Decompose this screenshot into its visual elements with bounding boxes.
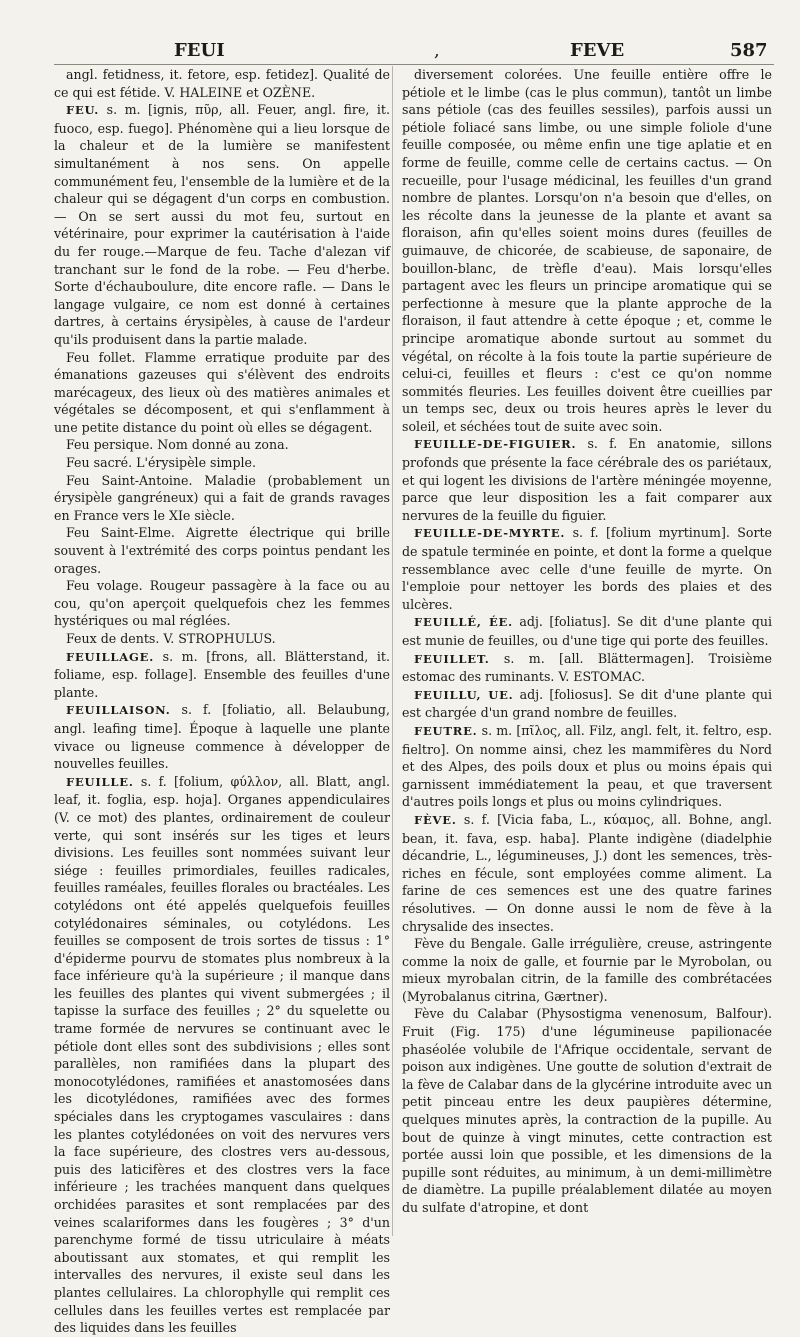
page-number: 587 [730, 40, 768, 61]
entry-text: Feu Saint-Elme. Aigrette électrique qui brille souvent à l'extrémité des corps pointus pendant les orages. [54, 525, 390, 576]
dictionary-entry [54, 101, 390, 348]
entry-headword: FEUILLET. [414, 651, 490, 666]
dictionary-entry [54, 577, 390, 630]
dictionary-entry [54, 701, 390, 772]
header-comma: , [434, 40, 440, 61]
dictionary-entry [402, 811, 772, 935]
entry-text: Feu follet. Flamme erratique produite par des émanations gazeuses qui s'élèvent des endroits marécageux, des lieux où des matières animales et végétales se décomposent, et qui s'enflamment à une petite distance du point où elles se dégagent. [54, 349, 390, 435]
entry-text: adj. [foliatus]. Se dit d'une plante qui est munie de feuilles, ou d'une tige qui porte des feuilles. [402, 614, 773, 648]
right-column [402, 66, 772, 1217]
entry-text: s. f. [folium myrtinum]. Sorte de spatule terminée en pointe, et dont la forme a quelque ressemblance avec celle d'une feuille de myrte. On l'emploie pour nettoyer les bords des plaies et des ulcères. [402, 525, 772, 612]
dictionary-entry [54, 66, 390, 101]
entry-text: Fève du Calabar (Physostigma venenosum, Balfour). Fruit (Fig. 175) d'une légumineuse papilionacée phaséolée volubile de l'Afrique occidentale, servant de poison aux indigènes. Une goutte de solution d'extrait de la fève de Calabar dans de la glycérine introduite avec un petit pinceau entre les deux paupières détermine, quelques minutes après, la contraction de la pupille. Au bout de quinze à vingt minutes, cette contraction est portée aussi loin que possible, et les dimensions de la pupille sont réduites, au minimum, à un demi-millimètre de diamètre. La pupille préalablement dilatée au moyen du sulfate d'atropine, et dont [402, 1006, 772, 1215]
entry-text: Feu volage. Rougeur passagère à la face ou au cou, qu'on aperçoit quelquefois chez les femmes hystériques ou mal réglées. [54, 578, 390, 629]
dictionary-entry [54, 472, 390, 525]
dictionary-entry [54, 524, 390, 577]
entry-headword: FEUILLAGE. [66, 649, 155, 664]
entry-text: Feu sacré. L'érysipèle simple. [66, 455, 257, 471]
entry-text: Feu persique. Nom donné au zona. [66, 437, 289, 453]
column-divider [392, 66, 393, 1236]
entry-text: Feu Saint-Antoine. Maladie (probablement un érysipèle gangréneux) qui a fait de grands ravages en France vers le XIe siècle. [54, 472, 390, 523]
entry-text: s. f. [Vicia faba, L., κύαμος, all. Bohne, angl. bean, it. fava, esp. haba]. Plante indigène (diadelphie décandrie, L., légumineuses, J.) dont les semences, très-riches en fécule, sont employées comme aliment. La farine de ces semences est une des quatre farines résolutives. — On donne aussi le nom de fève à la chrysalide des insectes. [402, 811, 772, 934]
entry-text: Fève du Bengale. Galle irrégulière, creuse, astringente comme la noix de galle, et fournie par le Myrobolan, ou mieux myrobalan citrin, de la famille des combrétacées (Myrobalanus citrina, Gærtner). [402, 936, 772, 1004]
entry-text: s. m. [πῖλος, all. Filz, angl. felt, it. feltro, esp. fieltro]. On nomme ainsi, chez les mammifères du Nord et des Alpes, des poils doux et plus ou moins épais qui garnissent immédiatement la peau, et que traversent d'autres poils longs et plus ou moins cylindriques. [402, 722, 772, 810]
entry-text: s. f. [folium, φύλλον, all. Blatt, angl. leaf, it. foglia, esp. hoja]. Organes appendiculaires (V. ce mot) des plantes, ordinairement de couleur verte, qui sont insérés sur les tiges et leurs divisions. Les feuilles sont nommées suivant leur siége : feuilles primordiales, feuilles radicales, feuilles raméales, feuilles florales ou bractéales. Les cotylédons ont été appelés quelquefois feuilles cotylédonaires séminales, ou cotylédons. Les feuilles se composent de trois sortes de tissus : 1° d'épiderme pourvu de stomates plus nombreux à la face inférieure qu'à la supérieure ; il manque dans les feuilles des plantes qui vivent submergées ; il tapisse la surface des feuilles ; 2° du squelette ou trame formée de nervures se continuant avec le pétiole dont elles sont des subdivisions ; elles sont parallèles, non ramifiées dans la plupart des monocotylédones, ramifiées et anastomosées dans les dicotylédones, ramifiées avec des formes spéciales dans les cryptogames vasculaires : dans les plantes cotylédonées on voit des nervures vers la face supérieure, des clostres vers au-dessous, puis des laticifères et des clostres vers la face inférieure ; les trachées manquent dans quelques orchidées parasites et sont remplacées par des veines scalariformes dans les fougères ; 3° d'un parenchyme formé de tissu utriculaire à méats aboutissant aux stomates, et qui remplit les intervalles des nervures, il existe seul dans les plantes cellulaires. La chlorophylle qui remplit ces cellules dans les feuilles vertes est remplacée par des liquides dans les feuilles [54, 773, 390, 1336]
dictionary-entry [402, 66, 772, 435]
right-running-head: FEVE [570, 40, 625, 61]
header-rule [54, 64, 774, 65]
entry-text: angl. fetidness, it. fetore, esp. fetidez]. Qualité de ce qui est fétide. V. HALEINE et OZÈNE. [54, 67, 390, 100]
dictionary-entry [54, 773, 390, 1337]
entry-headword: FEUILLE-DE-FIGUIER. [414, 437, 577, 452]
dictionary-entry [54, 648, 390, 702]
entry-headword: FEUTRE. [414, 723, 478, 738]
left-column [54, 66, 390, 1337]
entry-text: s. f. [foliatio, all. Belaubung, angl. leafing time]. Époque à laquelle une plante vivace ou ligneuse commence à développer de nouvelles feuilles. [54, 702, 390, 772]
dictionary-entry [402, 650, 772, 686]
dictionary-entry [402, 1005, 772, 1216]
entry-headword: FEUILLE-DE-MYRTE. [414, 526, 566, 541]
dictionary-entry [402, 722, 772, 811]
entry-headword: FEUILLÉ, ÉE. [414, 615, 513, 630]
entry-text: Feux de dents. V. STROPHULUS. [66, 631, 276, 646]
entry-text: diversement colorées. Une feuille entière offre le pétiole et le limbe (cas le plus commun), tantôt un limbe sans pétiole (cas des feuilles sessiles), parfois aussi un pétiole foliacé sans limbe, ou une simple foliole d'une feuille composée, ou même enfin une tige aplatie et en forme de feuille, comme celle de certains cactus. — On recueille, pour l'usage médicinal, les feuilles d'un grand nombre de plantes. Lorsqu'on n'a besoin que d'elles, on les récolte dans la jeunesse de la plante et avant sa floraison, afin qu'elles soient moins dures (feuilles de guimauve, de chicorée, de scabieuse, de saponaire, de bouillon-blanc, de trèfle d'eau). Mais lorsqu'elles partagent avec les fleurs un principe aromatique qui se perfectionne à mesure que la plante approche de la floraison, il faut attendre à cette époque ; et, comme le principe aromatique abonde surtout au sommet du végétal, on récolte à la fois toute la partie supérieure de celui-ci, feuilles et fleurs : c'est ce qu'on nomme sommités fleuries. Les feuilles doivent être cueillies par un temps sec, deux ou trois heures après le lever du soleil, et séchées tout de suite avec soin. [402, 67, 772, 434]
dictionary-entry [402, 613, 772, 649]
dictionary-entry [402, 686, 772, 722]
dictionary-entry [54, 436, 390, 454]
entry-headword: FEUILLE. [66, 774, 134, 789]
left-running-head: FEUI [174, 40, 225, 61]
dictionary-entry [54, 349, 390, 437]
dictionary-entry [54, 630, 390, 648]
dictionary-entry [402, 935, 772, 1005]
entry-text: s. m. [frons, all. Blätterstand, it. foliame, esp. follage]. Ensemble des feuilles d'une plante. [54, 648, 390, 700]
dictionary-entry [402, 435, 772, 524]
entry-headword: FEUILLU, UE. [414, 687, 514, 702]
entry-text: s. f. En anatomie, sillons profonds que présente la face cérébrale des os pariétaux, et qui logent les divisions de l'artère méningée moyenne, parce que leur disposition les a fait comparer aux nervures de la feuille du figuier. [402, 436, 772, 523]
dictionary-entry [402, 524, 772, 613]
entry-text: s. m. [ignis, πῦρ, all. Feuer, angl. fire, it. fuoco, esp. fuego]. Phénomène qui a lieu lorsque de la chaleur et de la lumière se manifestent simultanément à nos sens. On appelle communément feu, l'ensemble de la lumière et de la chaleur qui se dégagent d'un corps en combustion. — On se sert aussi du mot feu, surtout en vétérinaire, pour exprimer la cautérisation à l'aide du fer rouge.—Marque de feu. Tache d'alezan vif tranchant sur le fond de la robe. — Feu d'herbe. Sorte d'échauboulure, dite encore rafle. — Dans le langage vulgaire, ce nom est donné à certaines dartres, à certains érysipèles, à cause de l'ardeur qu'ils produisent dans la partie malade. [54, 102, 390, 347]
page-header [54, 40, 774, 64]
entry-text: adj. [foliosus]. Se dit d'une plante qui est chargée d'un grand nombre de feuilles. [402, 686, 772, 721]
dictionary-entry [54, 454, 390, 472]
entry-headword: FEU. [66, 103, 100, 118]
entry-text: s. m. [all. Blättermagen]. Troisième estomac des ruminants. V. ESTOMAC. [402, 650, 772, 685]
entry-headword: FÈVE. [414, 812, 457, 827]
entry-headword: FEUILLAISON. [66, 703, 171, 718]
